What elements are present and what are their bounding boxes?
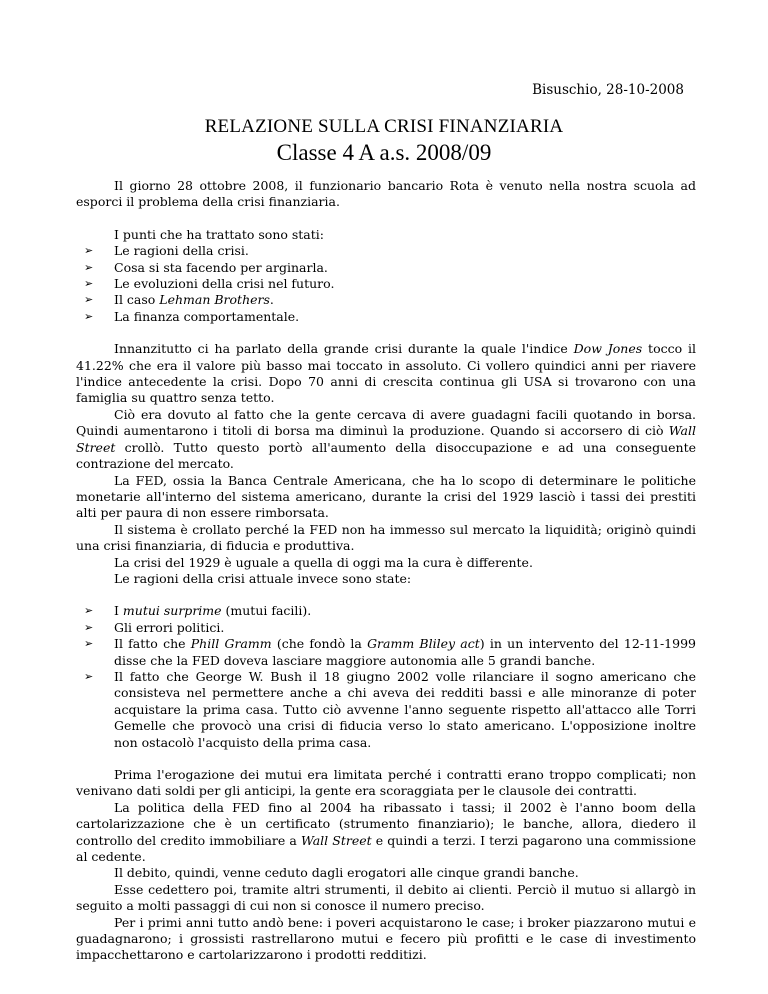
topics-intro: I punti che ha trattato sono stati: <box>114 226 324 242</box>
list-item: ➢ Gli errori politici. <box>84 619 225 635</box>
list-item: ➢ Le evoluzioni della crisi nel futuro. <box>84 276 335 292</box>
body-paragraph: La crisi del 1929 è uguale a quella di oggi ma la cura è differente. <box>114 554 533 570</box>
spacer <box>76 211 696 227</box>
body-paragraph: Ciò era dovuto al fatto che la gente cercava di avere guadagni facili quotando in borsa. Quindi aumentarono i titoli di borsa ma diminuì la produzione. Quando si accorsero di ciò Wall Street crollò. Tutto questo portò all'aumento della disoccupazione e ad una conseguente contrazione del mercato. <box>76 406 696 472</box>
list-item: ➢ Cosa si sta facendo per arginarla. <box>84 259 328 275</box>
list-item: ➢ Il fatto che George W. Bush il 18 giugno 2002 volle rilanciare il sogno americano che consisteva nel permettere anche a chi aveva dei redditi bassi e alle minoranze di poter acquistare la prima casa. Tutto ciò avvenne l'anno seguente rispetto all'attacco alle Torri Gemelle che provocò una crisi di fiducia verso lo stato americano. L'opposizione inoltre non ostacolò l'acquisto della prima casa. <box>84 668 696 750</box>
list-item: ➢ La finanza comportamentale. <box>84 308 300 324</box>
list-item: ➢ I mutui surprime (mutui facili). <box>84 603 312 619</box>
body-paragraph: Le ragioni della crisi attuale invece sono state: <box>114 570 412 586</box>
arrow-bullet-icon: ➢ <box>84 309 94 323</box>
arrow-bullet-icon: ➢ <box>84 277 94 291</box>
reasons-list <box>76 603 696 751</box>
body-paragraph: Per i primi anni tutto andò bene: i poveri acquistarono le case; i broker piazzarono mutui e guadagnarono; i grossisti rastrellarono mutui e fecero più profitti e le case di investimento impacchettarono e cartolarizzarono i prodotti redditizi. <box>76 914 696 963</box>
arrow-bullet-icon: ➢ <box>84 293 94 307</box>
document-subtitle: Classe 4 A a.s. 2008/09 <box>276 140 492 165</box>
arrow-bullet-icon: ➢ <box>84 260 94 274</box>
body-paragraph: La FED, ossia la Banca Centrale Americana, che ha lo scopo di determinare le politiche monetarie all'interno del sistema americano, durante la crisi del 1929 lasciò i tassi dei prestiti alti per paura di non essere rimborsata. <box>76 472 696 521</box>
arrow-bullet-icon: ➢ <box>84 637 94 651</box>
body-paragraph: La politica della FED fino al 2004 ha ribassato i tassi; il 2002 è l'anno boom della cartolarizzazione che è un certificato (strumento finanziario); le banche, allora, diedero il controllo del credito immobiliare a Wall Street e quindi a terzi. I terzi pagarono una commissione al cedente. <box>76 799 696 865</box>
arrow-bullet-icon: ➢ <box>84 669 94 683</box>
spacer <box>76 751 696 767</box>
body-paragraph: Prima l'erogazione dei mutui era limitata perché i contratti erano troppo complicati; non venivano dati soldi per gli anticipi, la gente era scoraggiata per le clausole dei contratti. <box>76 767 696 799</box>
document-body <box>76 178 696 964</box>
list-item: ➢ Il fatto che Phill Gramm (che fondò la Gramm Bliley act) in un intervento del 12-11-1999 disse che la FED doveva lasciare maggiore autonomia alle 5 grandi banche. <box>84 636 696 668</box>
document-date: Bisuschio, 28-10-2008 <box>532 82 684 98</box>
spacer <box>76 325 696 341</box>
arrow-bullet-icon: ➢ <box>84 244 94 258</box>
body-paragraph: Il sistema è crollato perché la FED non ha immesso sul mercato la liquidità; originò quindi una crisi finanziaria, di fiducia e produttiva. <box>76 521 696 554</box>
arrow-bullet-icon: ➢ <box>84 604 94 618</box>
intro-paragraph: Il giorno 28 ottobre 2008, il funzionario bancario Rota è venuto nella nostra scuola ad esporci il problema della crisi finanziaria. <box>76 178 696 210</box>
spacer <box>76 587 696 603</box>
list-item: ➢ Le ragioni della crisi. <box>84 243 249 259</box>
topics-list <box>76 243 696 325</box>
arrow-bullet-icon: ➢ <box>84 620 94 634</box>
body-paragraph: Il debito, quindi, venne ceduto dagli erogatori alle cinque grandi banche. <box>114 865 579 881</box>
list-item: ➢ Il caso Lehman Brothers. <box>84 292 274 308</box>
body-paragraph: Innanzitutto ci ha parlato della grande crisi durante la quale l'indice Dow Jones tocco il 41.22% che era il valore più basso mai toccato in assoluto. Ci vollero quindici anni per riavere l'indice antecedente la crisi. Dopo 70 anni di crescita continua gli USA si trovarono con una famiglia su quattro senza tetto. <box>76 341 696 406</box>
document-title: RELAZIONE SULLA CRISI FINANZIARIA <box>204 116 564 137</box>
body-paragraph: Esse cedettero poi, tramite altri strumenti, il debito ai clienti. Perciò il mutuo si allargò in seguito a molti passaggi di cui non si conosce il numero preciso. <box>76 881 696 914</box>
